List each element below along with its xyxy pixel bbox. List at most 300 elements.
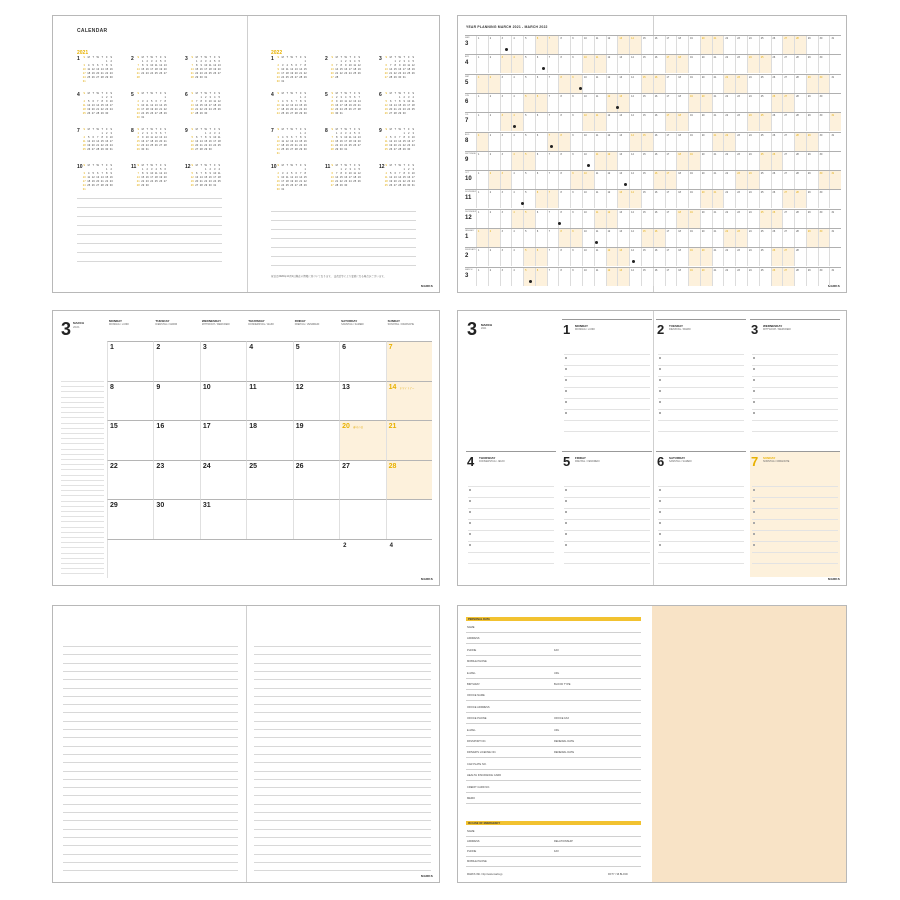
day-line — [564, 497, 650, 498]
mini-day: 27 — [290, 148, 294, 151]
day-number: 1 — [478, 230, 480, 233]
mini-day: 23 — [105, 144, 109, 147]
day-translation: DIENSTAG / MARDI — [669, 328, 691, 331]
day-cell — [641, 268, 653, 286]
day-box — [466, 451, 556, 577]
mini-day: 8 — [106, 172, 108, 175]
day-number: 29 — [807, 56, 811, 60]
mini-day: 2 — [345, 60, 347, 63]
side-list-line — [61, 454, 104, 455]
day-number: 12 — [607, 191, 611, 195]
day-number: 16 — [654, 114, 658, 118]
weekday-label: F — [299, 92, 302, 95]
mini-day: 10 — [407, 100, 411, 103]
side-list-line — [61, 547, 104, 548]
mini-month-number: 7 — [77, 128, 80, 134]
ruled-line — [63, 654, 238, 655]
notes-lines-right — [254, 646, 431, 872]
mini-day: 24 — [204, 72, 208, 75]
day-number: 23 — [737, 133, 740, 137]
field-label: PASSPORT NO. — [467, 740, 487, 743]
mini-day: 17 — [82, 72, 86, 75]
mini-day: 7 — [196, 100, 198, 103]
ruled-line — [254, 721, 431, 722]
mini-day: 5 — [218, 96, 220, 99]
ruled-line — [63, 762, 238, 763]
mini-day: 7 — [191, 64, 193, 67]
weekday-label: S — [218, 56, 221, 59]
row-month-name: DECEMBER — [465, 210, 477, 213]
ruled-line — [254, 737, 431, 738]
day-number: 20 — [701, 249, 705, 253]
mini-day: 21 — [335, 72, 339, 75]
day-line — [752, 376, 838, 377]
day-number: 19 — [690, 268, 693, 272]
day-cell — [794, 94, 806, 112]
day-cell — [676, 268, 688, 286]
day-number: 22 — [725, 152, 729, 156]
weekday-label: W — [344, 164, 347, 167]
mini-day: 31 — [204, 76, 208, 79]
day-number: 22 — [725, 210, 729, 214]
weekday-label: W — [290, 128, 293, 131]
check-box — [659, 489, 661, 491]
mini-day: 14 — [398, 176, 402, 179]
mini-day: 13 — [290, 140, 294, 143]
day-number: 23 — [737, 114, 740, 118]
mini-day: 4 — [155, 168, 157, 171]
day-cell — [558, 94, 570, 112]
day-cell — [676, 152, 688, 170]
month-day-cell — [339, 381, 385, 421]
mini-day: 9 — [209, 172, 211, 175]
day-number: 1 — [110, 344, 114, 351]
day-number: 19 — [690, 56, 693, 60]
side-list-line — [61, 553, 104, 554]
field-label: MEMO — [467, 797, 476, 800]
day-cell — [547, 229, 562, 247]
day-number: 9 — [572, 152, 574, 156]
mini-day: 6 — [92, 136, 94, 139]
day-number: 15 — [642, 230, 646, 233]
field-label-right: RENEWAL DATE — [554, 751, 575, 755]
mini-day: 3 — [277, 100, 279, 103]
day-cell — [594, 190, 606, 208]
day-cell — [782, 248, 794, 266]
mini-day: 27 — [389, 112, 393, 115]
mini-grid — [190, 92, 222, 115]
day-cell — [782, 113, 794, 131]
mini-day: 4 — [218, 132, 220, 135]
mini-day: 10 — [213, 172, 217, 175]
mini-day: 18 — [384, 180, 388, 183]
row-day-cells — [476, 229, 841, 247]
weekday-label: T — [200, 56, 203, 59]
weekday-label: S — [83, 56, 86, 59]
day-number: 30 — [819, 191, 823, 195]
day-cell — [818, 248, 830, 266]
day-number: 4 — [513, 249, 515, 253]
year-planning-title: YEAR PLANNING MARCH 2021 - MARCH 2022 — [466, 25, 548, 29]
mini-day: 14 — [335, 176, 339, 179]
mini-day: 24 — [109, 108, 113, 111]
day-name: FRIDAY — [575, 456, 586, 460]
day-number: 4 — [513, 172, 515, 176]
mini-day: 27 — [91, 112, 95, 115]
mini-month-number: 9 — [185, 128, 188, 134]
day-number: 2 — [489, 210, 492, 214]
day-number: 11 — [595, 210, 599, 214]
mini-day: 14 — [357, 100, 361, 103]
mini-day: 27 — [91, 148, 95, 151]
side-list-line — [61, 573, 104, 574]
mini-grid — [136, 56, 168, 79]
day-number: 24 — [748, 152, 752, 156]
day-number: 6 — [657, 454, 665, 469]
day-cell — [570, 190, 582, 208]
day-cell — [676, 36, 688, 54]
year-planning-row — [465, 228, 841, 247]
day-cell — [782, 94, 794, 112]
day-number: 11 — [595, 37, 599, 40]
day-cell — [629, 152, 641, 170]
ruled-line — [63, 712, 238, 713]
weekday-label: M — [141, 92, 144, 95]
weekday-header — [388, 319, 434, 341]
mini-day: 17 — [276, 144, 280, 147]
weekday-label: T — [155, 92, 158, 95]
mini-day: 18 — [217, 176, 221, 179]
weekday-label: T — [286, 92, 289, 95]
mini-day: 25 — [145, 112, 149, 115]
weekday-label: T — [155, 128, 158, 131]
day-cell — [665, 248, 677, 266]
day-cell — [488, 190, 500, 208]
mini-day: 5 — [385, 100, 387, 103]
day-cell — [535, 75, 547, 93]
day-number: 25 — [760, 56, 764, 60]
ruled-line — [271, 220, 416, 221]
mini-day: 14 — [299, 176, 303, 179]
day-cell — [794, 210, 806, 228]
weekday-label: M — [87, 164, 90, 167]
mini-day: 7 — [97, 100, 99, 103]
day-cell — [641, 133, 653, 151]
mini-day: 25 — [208, 72, 212, 75]
day-number: 27 — [784, 249, 787, 253]
mini-day: 3 — [282, 64, 284, 67]
day-cell — [476, 36, 488, 54]
check-box — [659, 390, 661, 392]
day-cell — [794, 248, 806, 266]
mini-day: 6 — [196, 136, 198, 139]
mini-month-number: 12 — [185, 164, 191, 170]
weekday-label: S — [385, 164, 388, 167]
day-cell — [641, 55, 653, 73]
day-cell — [712, 36, 724, 54]
side-list-line — [61, 391, 104, 392]
day-number: 28 — [796, 172, 799, 176]
day-number: 4 — [513, 268, 515, 272]
day-number: 18 — [678, 210, 681, 214]
mini-day: 8 — [336, 136, 338, 139]
weekday-label: T — [349, 56, 352, 59]
mini-day: 20 — [290, 144, 294, 147]
mini-day: 11 — [145, 104, 149, 107]
year-planning-row — [465, 151, 841, 170]
day-number: 7 — [548, 94, 551, 98]
mini-day: 11 — [281, 104, 285, 107]
day-cell — [500, 55, 515, 73]
mini-day: 3 — [151, 60, 153, 63]
check-box — [753, 401, 755, 403]
row-month-number: 6 — [465, 98, 469, 105]
day-number: 1 — [478, 94, 480, 98]
mini-day: 24 — [407, 108, 411, 111]
mini-day: 3 — [403, 60, 405, 63]
mini-day: 12 — [213, 64, 217, 67]
mini-day: 21 — [389, 72, 393, 75]
side-list-line — [61, 438, 104, 439]
day-number: 8 — [560, 75, 562, 79]
weekday-label: T — [403, 92, 406, 95]
month-day-cell — [153, 499, 199, 539]
day-cell — [641, 152, 653, 170]
day-number: 12 — [607, 210, 611, 214]
mini-day: 30 — [407, 184, 411, 187]
weekday-label: S — [164, 128, 167, 131]
mini-day: 25 — [411, 108, 415, 111]
check-box — [565, 390, 567, 392]
mini-day: 4 — [408, 60, 410, 63]
check-box — [753, 511, 755, 513]
mini-day: 3 — [340, 96, 342, 99]
day-cell — [794, 133, 806, 151]
month-number: 3 — [61, 319, 72, 339]
emergency-row — [466, 827, 641, 837]
day-number: 13 — [619, 75, 623, 79]
check-box — [659, 379, 661, 381]
day-number: 15 — [642, 210, 646, 214]
mini-day: 1 — [331, 96, 333, 99]
day-cell — [500, 229, 515, 247]
check-box — [565, 544, 567, 546]
mini-day: 2 — [304, 132, 306, 135]
mini-day: 6 — [92, 100, 94, 103]
mini-day: 13 — [294, 176, 298, 179]
day-number: 26 — [772, 56, 776, 60]
mini-day: 12 — [384, 104, 388, 107]
day-number: 19 — [690, 191, 693, 195]
mini-day: 17 — [407, 104, 411, 107]
mini-day: 24 — [411, 144, 415, 147]
mini-day: 13 — [96, 176, 100, 179]
weekday-label: M — [195, 92, 198, 95]
mini-day: 22 — [204, 144, 208, 147]
mini-day: 1 — [340, 168, 342, 171]
row-month-number: 8 — [465, 137, 469, 144]
weekday-label: T — [200, 164, 203, 167]
day-line — [564, 563, 650, 564]
month-footer-row — [107, 539, 432, 579]
day-cell — [500, 190, 515, 208]
day-line — [564, 486, 650, 487]
day-cell — [712, 229, 724, 247]
day-line — [564, 409, 650, 410]
mini-day: 29 — [105, 184, 109, 187]
day-number: 12 — [607, 268, 611, 272]
day-number: 24 — [748, 249, 752, 253]
weekday-label: S — [304, 128, 307, 131]
weekday-label: T — [101, 128, 104, 131]
mini-day: 13 — [389, 104, 393, 107]
mini-day: 17 — [208, 104, 212, 107]
mini-day: 29 — [303, 76, 307, 79]
mini-day: 26 — [290, 76, 294, 79]
brand-logo: MARKS — [421, 874, 433, 878]
day-number: 8 — [560, 94, 562, 98]
mini-day: 12 — [353, 136, 357, 139]
day-cell — [488, 55, 500, 73]
day-number: 26 — [772, 133, 776, 137]
mini-day: 15 — [299, 104, 303, 107]
weekday-translation: DIENSTAG / MARDI — [155, 323, 178, 326]
day-number: 1 — [478, 249, 480, 253]
day-number: 13 — [619, 133, 623, 137]
ruled-line — [271, 238, 416, 239]
check-box — [469, 489, 471, 491]
mini-day: 27 — [294, 184, 298, 187]
row-day-cells — [476, 75, 841, 93]
day-cell — [547, 210, 562, 228]
mini-day: 30 — [145, 184, 149, 187]
mini-day: 21 — [100, 72, 104, 75]
mini-day: 23 — [407, 180, 411, 183]
mini-day: 13 — [294, 68, 298, 71]
day-cell — [558, 36, 570, 54]
mini-day: 26 — [389, 184, 393, 187]
mini-day: 18 — [208, 68, 212, 71]
day-cell — [558, 152, 570, 170]
mini-month-next: 4 — [389, 542, 393, 549]
mini-day: 8 — [304, 64, 306, 67]
day-cell — [829, 75, 841, 93]
mini-day: 30 — [407, 148, 411, 151]
day-number: 30 — [819, 56, 823, 60]
month-day-cell — [200, 420, 246, 460]
mini-day: 1 — [394, 60, 396, 63]
day-cell — [617, 36, 629, 54]
day-cell — [641, 75, 653, 93]
mini-day: 29 — [393, 76, 397, 79]
day-translation: MONDAG / LUNDI — [575, 328, 595, 331]
mini-day: 9 — [110, 64, 112, 67]
day-number: 24 — [748, 56, 752, 60]
mini-day: 9 — [106, 100, 108, 103]
day-number: 31 — [831, 210, 835, 214]
day-box — [750, 451, 840, 577]
weekday-label: S — [304, 92, 307, 95]
mini-day: 5 — [214, 60, 216, 63]
row-month-number: 10 — [465, 176, 472, 183]
mini-day: 11 — [150, 136, 154, 139]
mini-day: 25 — [285, 184, 289, 187]
mini-day: 20 — [163, 68, 167, 71]
mini-day: 4 — [209, 60, 211, 63]
day-number: 21 — [713, 268, 717, 272]
day-translation: FREITAG / VENDREDI — [575, 460, 600, 463]
day-number: 13 — [619, 152, 623, 156]
day-number: 9 — [572, 133, 574, 137]
day-number: 7 — [548, 114, 551, 118]
mini-day: 21 — [398, 144, 402, 147]
mini-day: 4 — [83, 136, 85, 139]
emergency-row — [466, 857, 641, 867]
mini-day: 5 — [358, 168, 360, 171]
day-number: 14 — [631, 56, 634, 60]
weekday-label: S — [304, 56, 307, 59]
day-number: 26 — [772, 114, 776, 118]
field-label: HEALTH INSURANCE CARD — [467, 774, 502, 778]
day-number: 20 — [701, 94, 705, 98]
weekday-label: T — [92, 92, 95, 95]
mini-day: 30 — [335, 112, 339, 115]
ruled-line — [63, 671, 238, 672]
mini-day: 5 — [286, 100, 288, 103]
mini-day: 22 — [402, 180, 406, 183]
weekday-label: F — [213, 92, 216, 95]
day-number: 4 — [513, 94, 515, 98]
moon-phase-dot — [616, 106, 619, 109]
mini-day: 13 — [330, 68, 334, 71]
day-number: 8 — [560, 172, 562, 176]
day-cell — [617, 210, 629, 228]
day-cell — [653, 171, 665, 189]
day-number: 1 — [478, 75, 480, 79]
mini-day: 23 — [335, 108, 339, 111]
mini-day: 18 — [384, 144, 388, 147]
day-number: 18 — [678, 75, 681, 79]
weekday-label: S — [358, 92, 361, 95]
day-cell — [488, 248, 500, 266]
mini-day: 16 — [109, 68, 113, 71]
mini-day: 4 — [282, 136, 284, 139]
mini-day: 19 — [159, 176, 163, 179]
mini-day: 16 — [208, 140, 212, 143]
day-cell — [606, 190, 618, 208]
day-line — [658, 376, 744, 377]
day-cell — [523, 36, 535, 54]
field-label: MOBILE PHONE — [467, 860, 487, 863]
mini-day: 12 — [357, 64, 361, 67]
day-number: 15 — [642, 249, 646, 253]
mini-day: 25 — [213, 108, 217, 111]
weekday-header — [155, 319, 201, 341]
mini-day: 3 — [146, 132, 148, 135]
day-line — [658, 497, 744, 498]
day-number: 30 — [819, 152, 823, 156]
day-name: THURSDAY — [479, 456, 496, 460]
day-number: 2 — [489, 56, 492, 60]
day-number: 13 — [619, 37, 623, 40]
day-cell — [641, 171, 653, 189]
day-line — [752, 387, 838, 388]
side-list-line — [61, 407, 104, 408]
mini-day: 23 — [199, 72, 203, 75]
mini-day: 17 — [213, 140, 217, 143]
day-number: 11 — [595, 56, 599, 60]
mini-day: 23 — [407, 144, 411, 147]
